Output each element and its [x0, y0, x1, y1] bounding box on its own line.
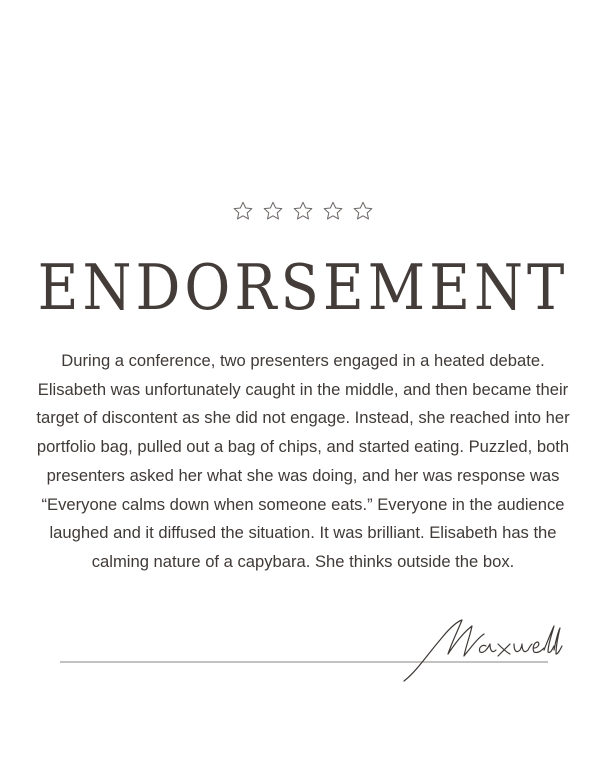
star-icon — [291, 200, 315, 222]
star-icon — [231, 200, 255, 222]
testimonial-line: presenters asked her what she was doing, and her was response was — [46, 465, 560, 485]
testimonial-text — [0, 347, 606, 577]
star-icon — [261, 200, 285, 222]
testimonial-line: calming nature of a capybara. She thinks outside the box. — [91, 551, 515, 571]
testimonial-line: During a conference, two presenters engaged in a heated debate. — [61, 351, 545, 370]
signature-block — [0, 610, 606, 690]
testimonial-line: “Everyone calms down when someone eats.” Everyone in the audience — [41, 494, 565, 514]
signature-image — [0, 610, 606, 690]
testimonial-line: laughed and it diffused the situation. It was brilliant. Elisabeth has the — [49, 523, 557, 543]
page-title: ENDORSEMENT — [37, 252, 569, 325]
testimonial-line: target of discontent as she did not engage. Instead, she reached into her — [36, 408, 570, 428]
star-rating — [0, 200, 606, 222]
star-icon — [351, 200, 375, 222]
signature-handwriting — [404, 620, 562, 681]
testimonial-line: Elisabeth was unfortunately caught in the middle, and then became their — [37, 379, 569, 399]
testimonial-line: portfolio bag, pulled out a bag of chips, and started eating. Puzzled, both — [36, 437, 570, 457]
star-icon — [321, 200, 345, 222]
